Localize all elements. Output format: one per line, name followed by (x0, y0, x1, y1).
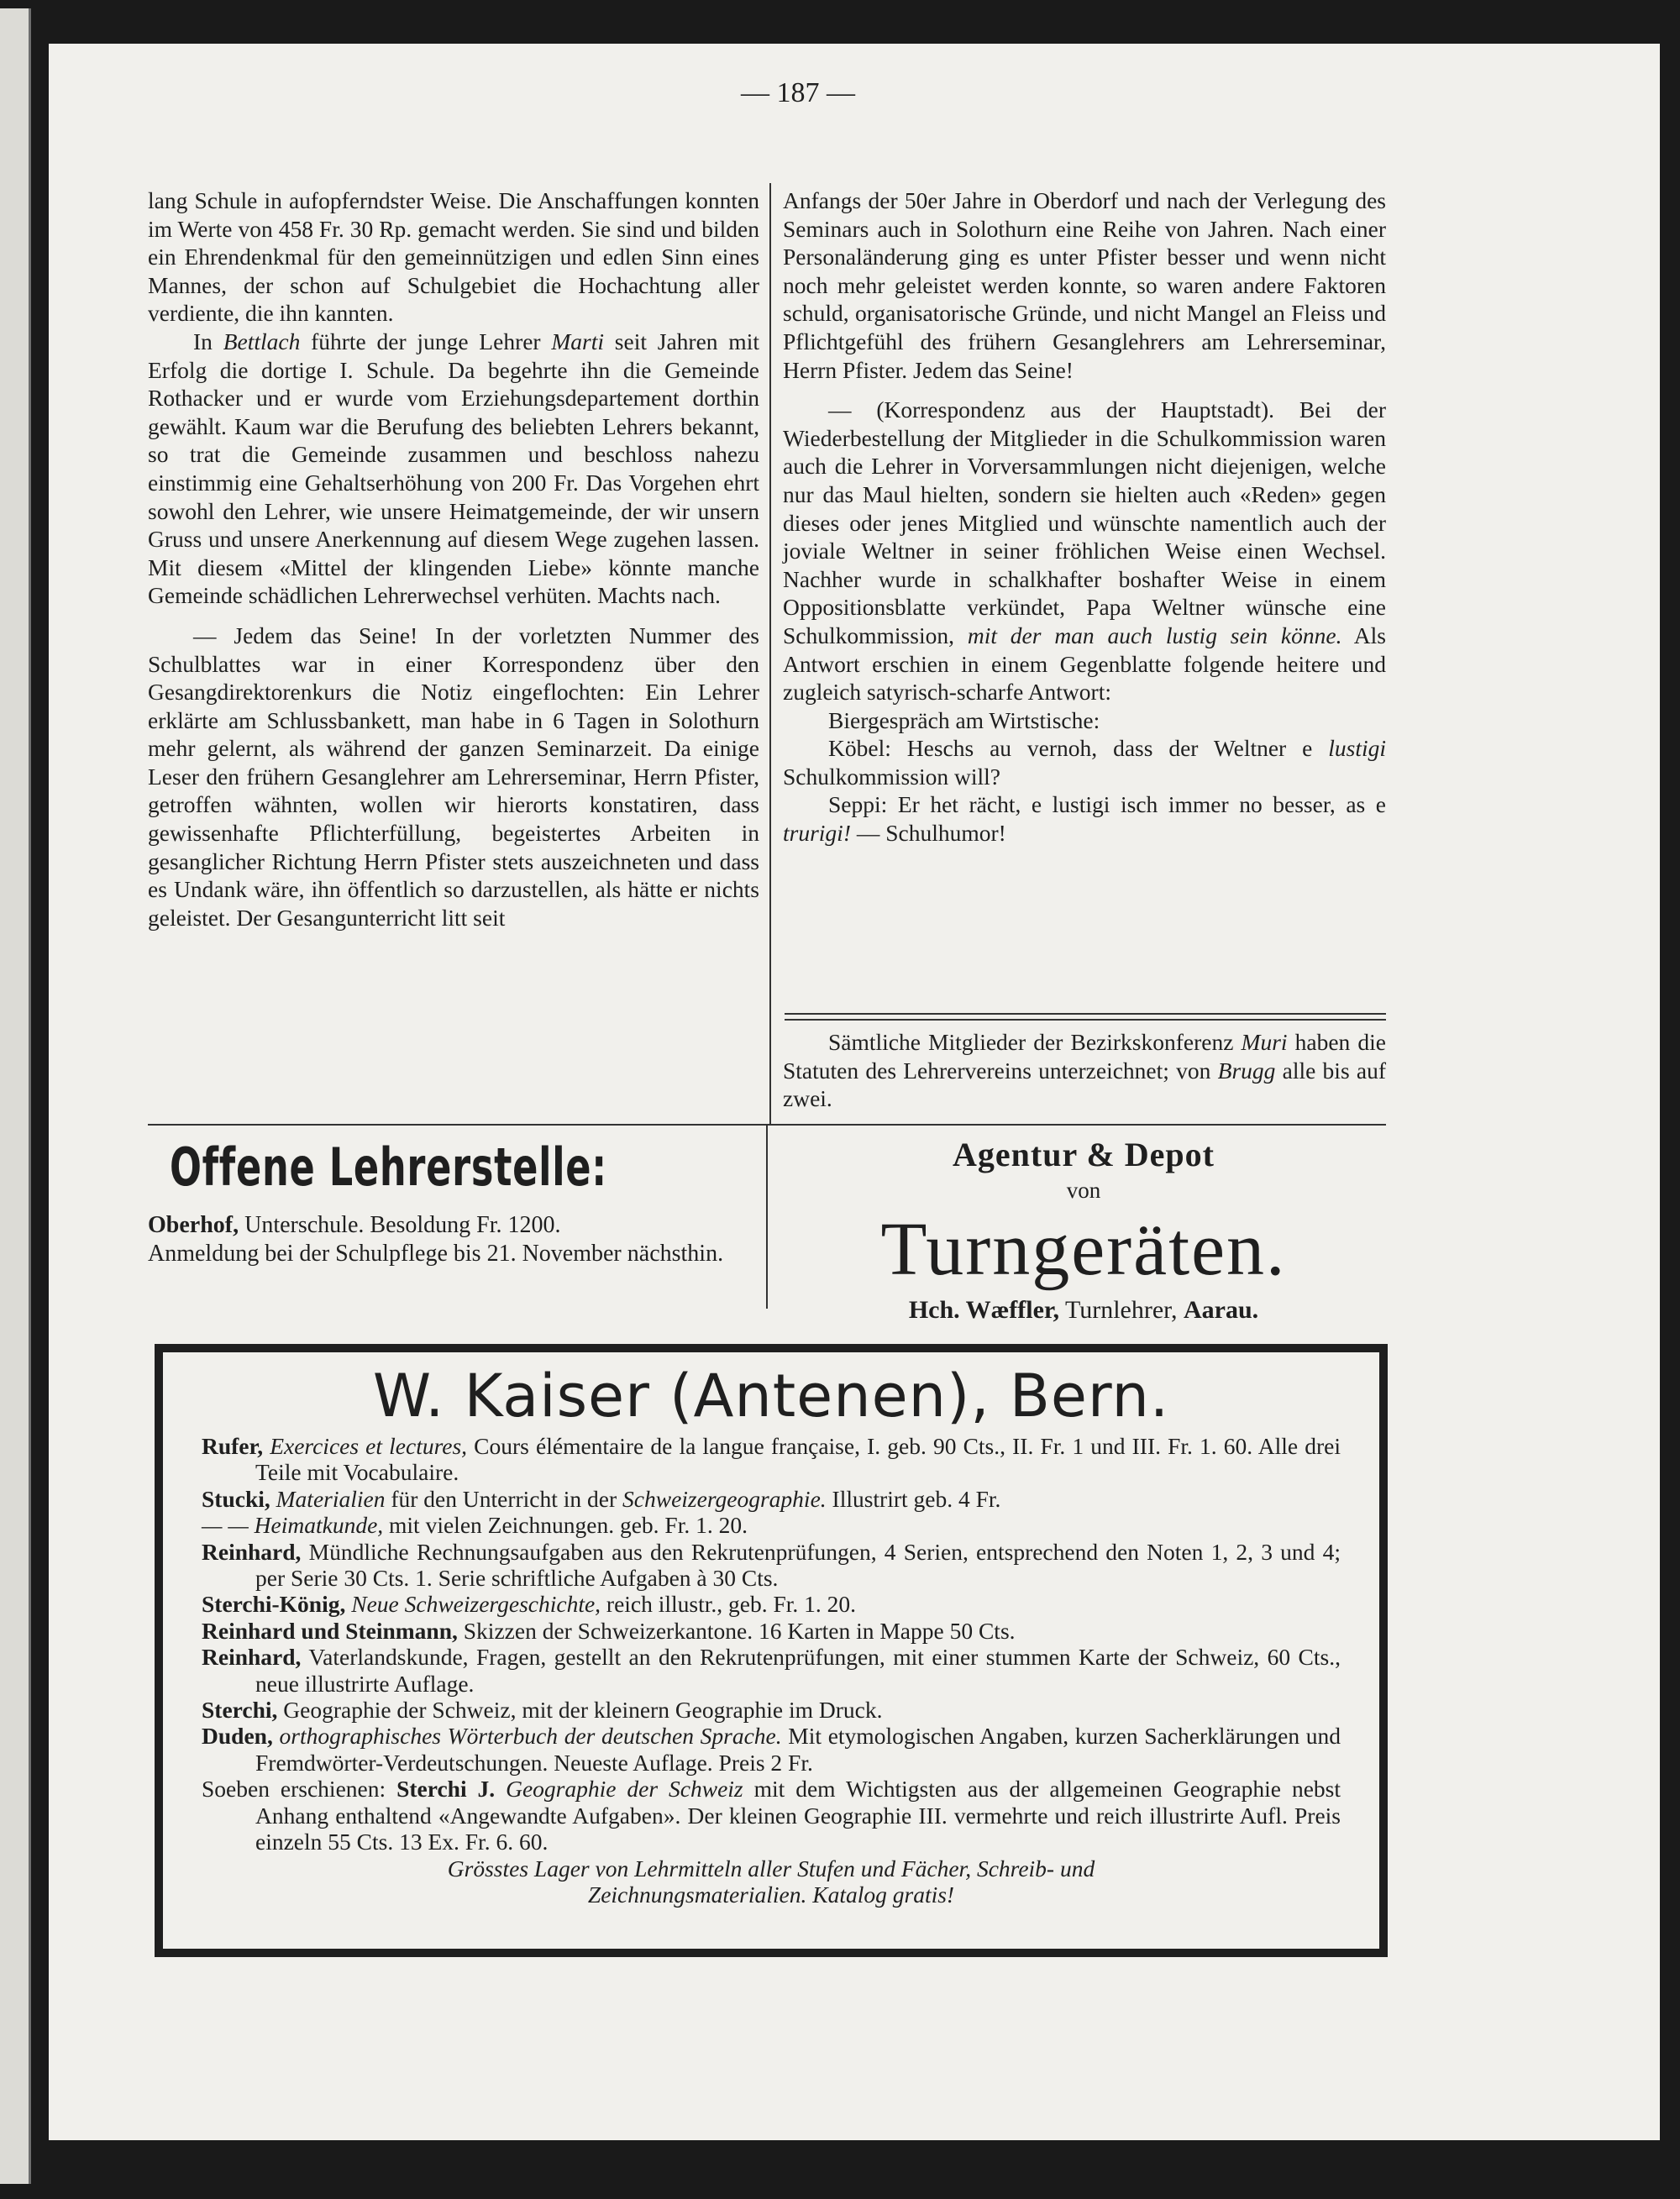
ads-vertical-divider (766, 1126, 768, 1309)
kaiser-ad-title: W. Kaiser (Antenen), Bern. (372, 1362, 1170, 1430)
vacancy-line-2: Anmeldung bei der Schulpflege bis 21. November nächsthin. (148, 1241, 724, 1267)
right-paragraph-1: Anfangs der 50er Jahre in Oberdorf und nach der Verlegung des Seminars auch in Solothurn eine Reihe von Jahren. Nach einer Personaländerung ging es unter Pfister besser und wenn nicht noch mehr geleistet werden konnte, so waren andere Faktoren schuld, organisatorische Gründe, und nicht Mangel an Fleiss und Pflichtgefühl des frühern Gesanglehrers am Lehrerseminar, Herrn Pfister. Jedem das Seine! (783, 187, 1386, 383)
gym-ad-von: von (1066, 1178, 1101, 1203)
gym-ad-title: Turngeräten. (880, 1208, 1287, 1291)
kaiser-footer-line-1: Grösstes Lager von Lehrmitteln aller Stufen und Fächer, Schreib- und (447, 1855, 1095, 1881)
notice-muri (783, 1028, 1386, 1113)
gym-ad-agency: Agentur & Depot (952, 1136, 1215, 1173)
vacancy-body (148, 1211, 759, 1268)
verse-title: Biergespräch am Wirtstische: (828, 706, 1100, 733)
verse-line-seppi: Seppi: Er het rächt, e lustigi isch immer no besser, as e trurigi! — Schulhumor! (783, 791, 1386, 847)
ad-gym-equipment (781, 1134, 1386, 1327)
book-entry-new-release: Soeben erschienen: Sterchi J. Geographie der Schweiz mit dem Wichtigsten aus der allgemeinen Geographie nebst Anhang enthaltend «Angewandte Aufgaben». Der kleinen Geographie III. vermehrte und reich illustrirte Aufl. Preis einzeln 55 Cts. 13 Ex. Fr. 6. 60. (202, 1776, 1341, 1855)
book-entry-heimatkunde: — — Heimatkunde, mit vielen Zeichnungen. geb. Fr. 1. 20. (202, 1512, 748, 1539)
book-entry-sterchi-koenig: Sterchi-König, Neue Schweizergeschichte, reich illustr., geb. Fr. 1. 20. (202, 1591, 857, 1618)
book-entry-reinhard-steinmann: Reinhard und Steinmann, Skizzen der Schweizerkantone. 16 Karten in Mappe 50 Cts. (202, 1617, 1016, 1644)
book-entry-rufer: Rufer, Exercices et lectures, Cours élémentaire de la langue française, I. geb. 90 Cts., II. Fr. 1 und III. Fr. 1. 60. Alle drei Teile mit Vocabulaire. (202, 1433, 1341, 1486)
vacancy-line-1: Oberhof, Unterschule. Besoldung Fr. 1200. (148, 1212, 561, 1238)
notice-double-rule (785, 1013, 1386, 1021)
left-text-column (148, 186, 759, 932)
gym-ad-contact: Hch. Wæffler, Turnlehrer, Aarau. (908, 1296, 1259, 1324)
vacancy-heading: Offene Lehrerstelle: (170, 1136, 607, 1198)
column-divider (769, 183, 771, 1124)
page-number: — 187 — (741, 77, 855, 108)
notice-text: Sämtliche Mitglieder der Bezirkskonferenz Muri haben die Statuten des Lehrervereins unterzeichnet; von Brugg alle bis auf zwei. (783, 1029, 1386, 1112)
right-text-column (783, 186, 1386, 848)
left-paragraph-1: lang Schule in aufopferndster Weise. Die Anschaffungen konnten im Werte von 458 Fr. 30 Rp. gemacht werden. Sie sind und bilden ein Ehrendenkmal für den gemeinnützigen und edlen Sinn eines Mannes, der schon auf Schulgebiet die Hochachtung aller verdiente, die ihn kannten. (148, 187, 759, 327)
book-entry-stucki: Stucki, Materialien für den Unterricht in der Schweizergeographie. Illustrirt geb. 4 Fr. (202, 1485, 1001, 1512)
left-paragraph-bettlach: In Bettlach führte der junge Lehrer Marti seit Jahren mit Erfolg die dortige I. Schule. Da begehrte ihn die Gemeinde Rothacker und er wurde vom Erziehungsdepartement dorthin gewählt. Kaum war die Berufung des beliebten Lehrers bekannt, so trat die Gemeinde zusammen und beschloss nahezu einstimmig eine Gehaltserhöhung von 200 Fr. Das Vorgehen ehrt sowohl den Lehrer, wie unsere Heimatgemeinde, der wir unsern Gruss und unsere Anerkennung auf diesem Wege zugehen lassen. Mit diesem «Mittel der klingenden Liebe» könnte manche Gemeinde schädlichen Lehrerwechsel verhüten. Machts nach. (148, 328, 759, 609)
kaiser-book-list (202, 1433, 1341, 1908)
left-paragraph-jedem: — Jedem das Seine! In der vorletzten Nummer des Schulblattes war in einer Korrespondenz über den Gesangdirektorenkurs die Notiz eingeflochten: Ein Lehrer erklärte am Schlussbankett, man habe in 6 Tagen in Solothurn mehr gelernt, als während der ganzen Seminarzeit. Da einige Leser den frühern Gesanglehrer am Lehrerseminar, Herrn Pfister, getroffen wähnten, wollen wir hierorts konstatiren, dass gewissenhafte Pflichterfüllung, begeistertes Arbeiten in gesanglicher Richtung Herrn Pfister stets auszeichneten und dass es Undank wäre, ihn öffentlich so darzustellen, als hätte er nichts geleistet. Der Gesangunterricht litt seit (148, 622, 759, 931)
previous-page-edge (0, 8, 31, 2184)
kaiser-footer-line-2: Zeichnungsmaterialien. Katalog gratis! (587, 1881, 955, 1908)
book-entry-reinhard-vaterland: Reinhard, Vaterlandskunde, Fragen, gestellt an den Rekrutenprüfungen, mit einer stummen Karte der Schweiz, 60 Cts., neue illustrirte Auflage. (202, 1644, 1341, 1697)
book-entry-reinhard-rechnung: Reinhard, Mündliche Rechnungsaufgaben aus den Rekrutenprüfungen, 4 Serien, entsprechend den Noten 1, 2, 3 und 4; per Serie 30 Cts. 1. Serie schriftliche Aufgaben à 30 Cts. (202, 1538, 1341, 1592)
ad-teacher-vacancy (148, 1134, 759, 1268)
right-paragraph-korrespondenz: — (Korrespondenz aus der Hauptstadt). Bei der Wiederbestellung der Mitglieder in die Schulkommission waren auch die Lehrer in Vorversammlungen nicht diejenigen, welche nur das Maul hielten, sondern sie hielten auch «Reden» gegen dieses oder jenes Mitglied und wünschte namentlich auch der joviale Weltner in seiner fröhlichen Weise einen Wechsel. Nachher wurde in schalkhafter boshafter Weise in einem Oppositionsblatte verkündet, Papa Weltner wünsche eine Schulkommission, mit der man auch lustig sein könne. Als Antwort erschien in einem Gegenblatte folgende heitere und zugleich satyrisch-scharfe Antwort: (783, 396, 1386, 706)
verse-line-koebel: Köbel: Heschs au vernoh, dass der Weltner e lustigi Schulkommission will? (783, 735, 1386, 790)
book-entry-sterchi: Sterchi, Geographie der Schweiz, mit der kleinern Geographie im Druck. (202, 1697, 883, 1724)
book-entry-duden: Duden, orthographisches Wörterbuch der deutschen Sprache. Mit etymologischen Angaben, kurzen Sacherklärungen und Fremdwörter-Verdeutschungen. Neueste Auflage. Preis 2 Fr. (202, 1723, 1341, 1776)
